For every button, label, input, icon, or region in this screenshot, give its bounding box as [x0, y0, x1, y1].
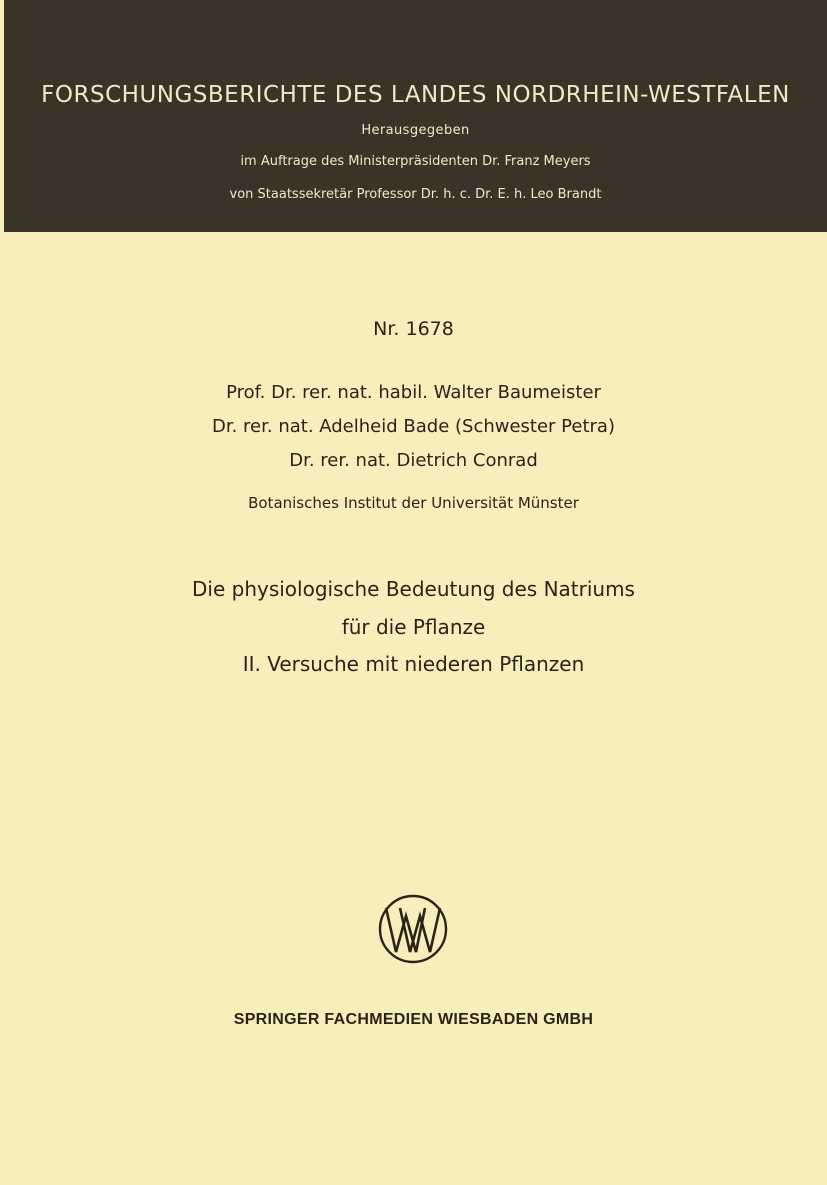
editor-line-2: im Auftrage des Ministerpräsidenten Dr. Franz Meyers [240, 154, 591, 169]
author-1: Prof. Dr. rer. nat. habil. Walter Baumeister [226, 382, 601, 403]
title-line-1: Die physiologische Bedeutung des Natriums [192, 577, 635, 601]
author-2: Dr. rer. nat. Adelheid Bade (Schwester Petra) [212, 416, 615, 437]
title-line-2: für die Pflanze [341, 615, 486, 639]
ww-circle-logo-icon [378, 894, 448, 964]
institute: Botanisches Institut der Universität Münster [248, 494, 579, 512]
series-header [4, 0, 827, 232]
series-title: FORSCHUNGSBERICHTE DES LANDES NORDRHEIN-WESTFALEN [41, 82, 790, 108]
title-line-3: II. Versuche mit niederen Pflanzen [242, 652, 585, 676]
editor-line-1: Herausgegeben [361, 123, 470, 138]
publisher-name: SPRINGER FACHMEDIEN WIESBADEN GMBH [233, 1011, 594, 1028]
author-3: Dr. rer. nat. Dietrich Conrad [289, 450, 538, 471]
report-number: Nr. 1678 [373, 318, 454, 340]
editor-line-3: von Staatssekretär Professor Dr. h. c. Dr. E. h. Leo Brandt [229, 187, 602, 202]
